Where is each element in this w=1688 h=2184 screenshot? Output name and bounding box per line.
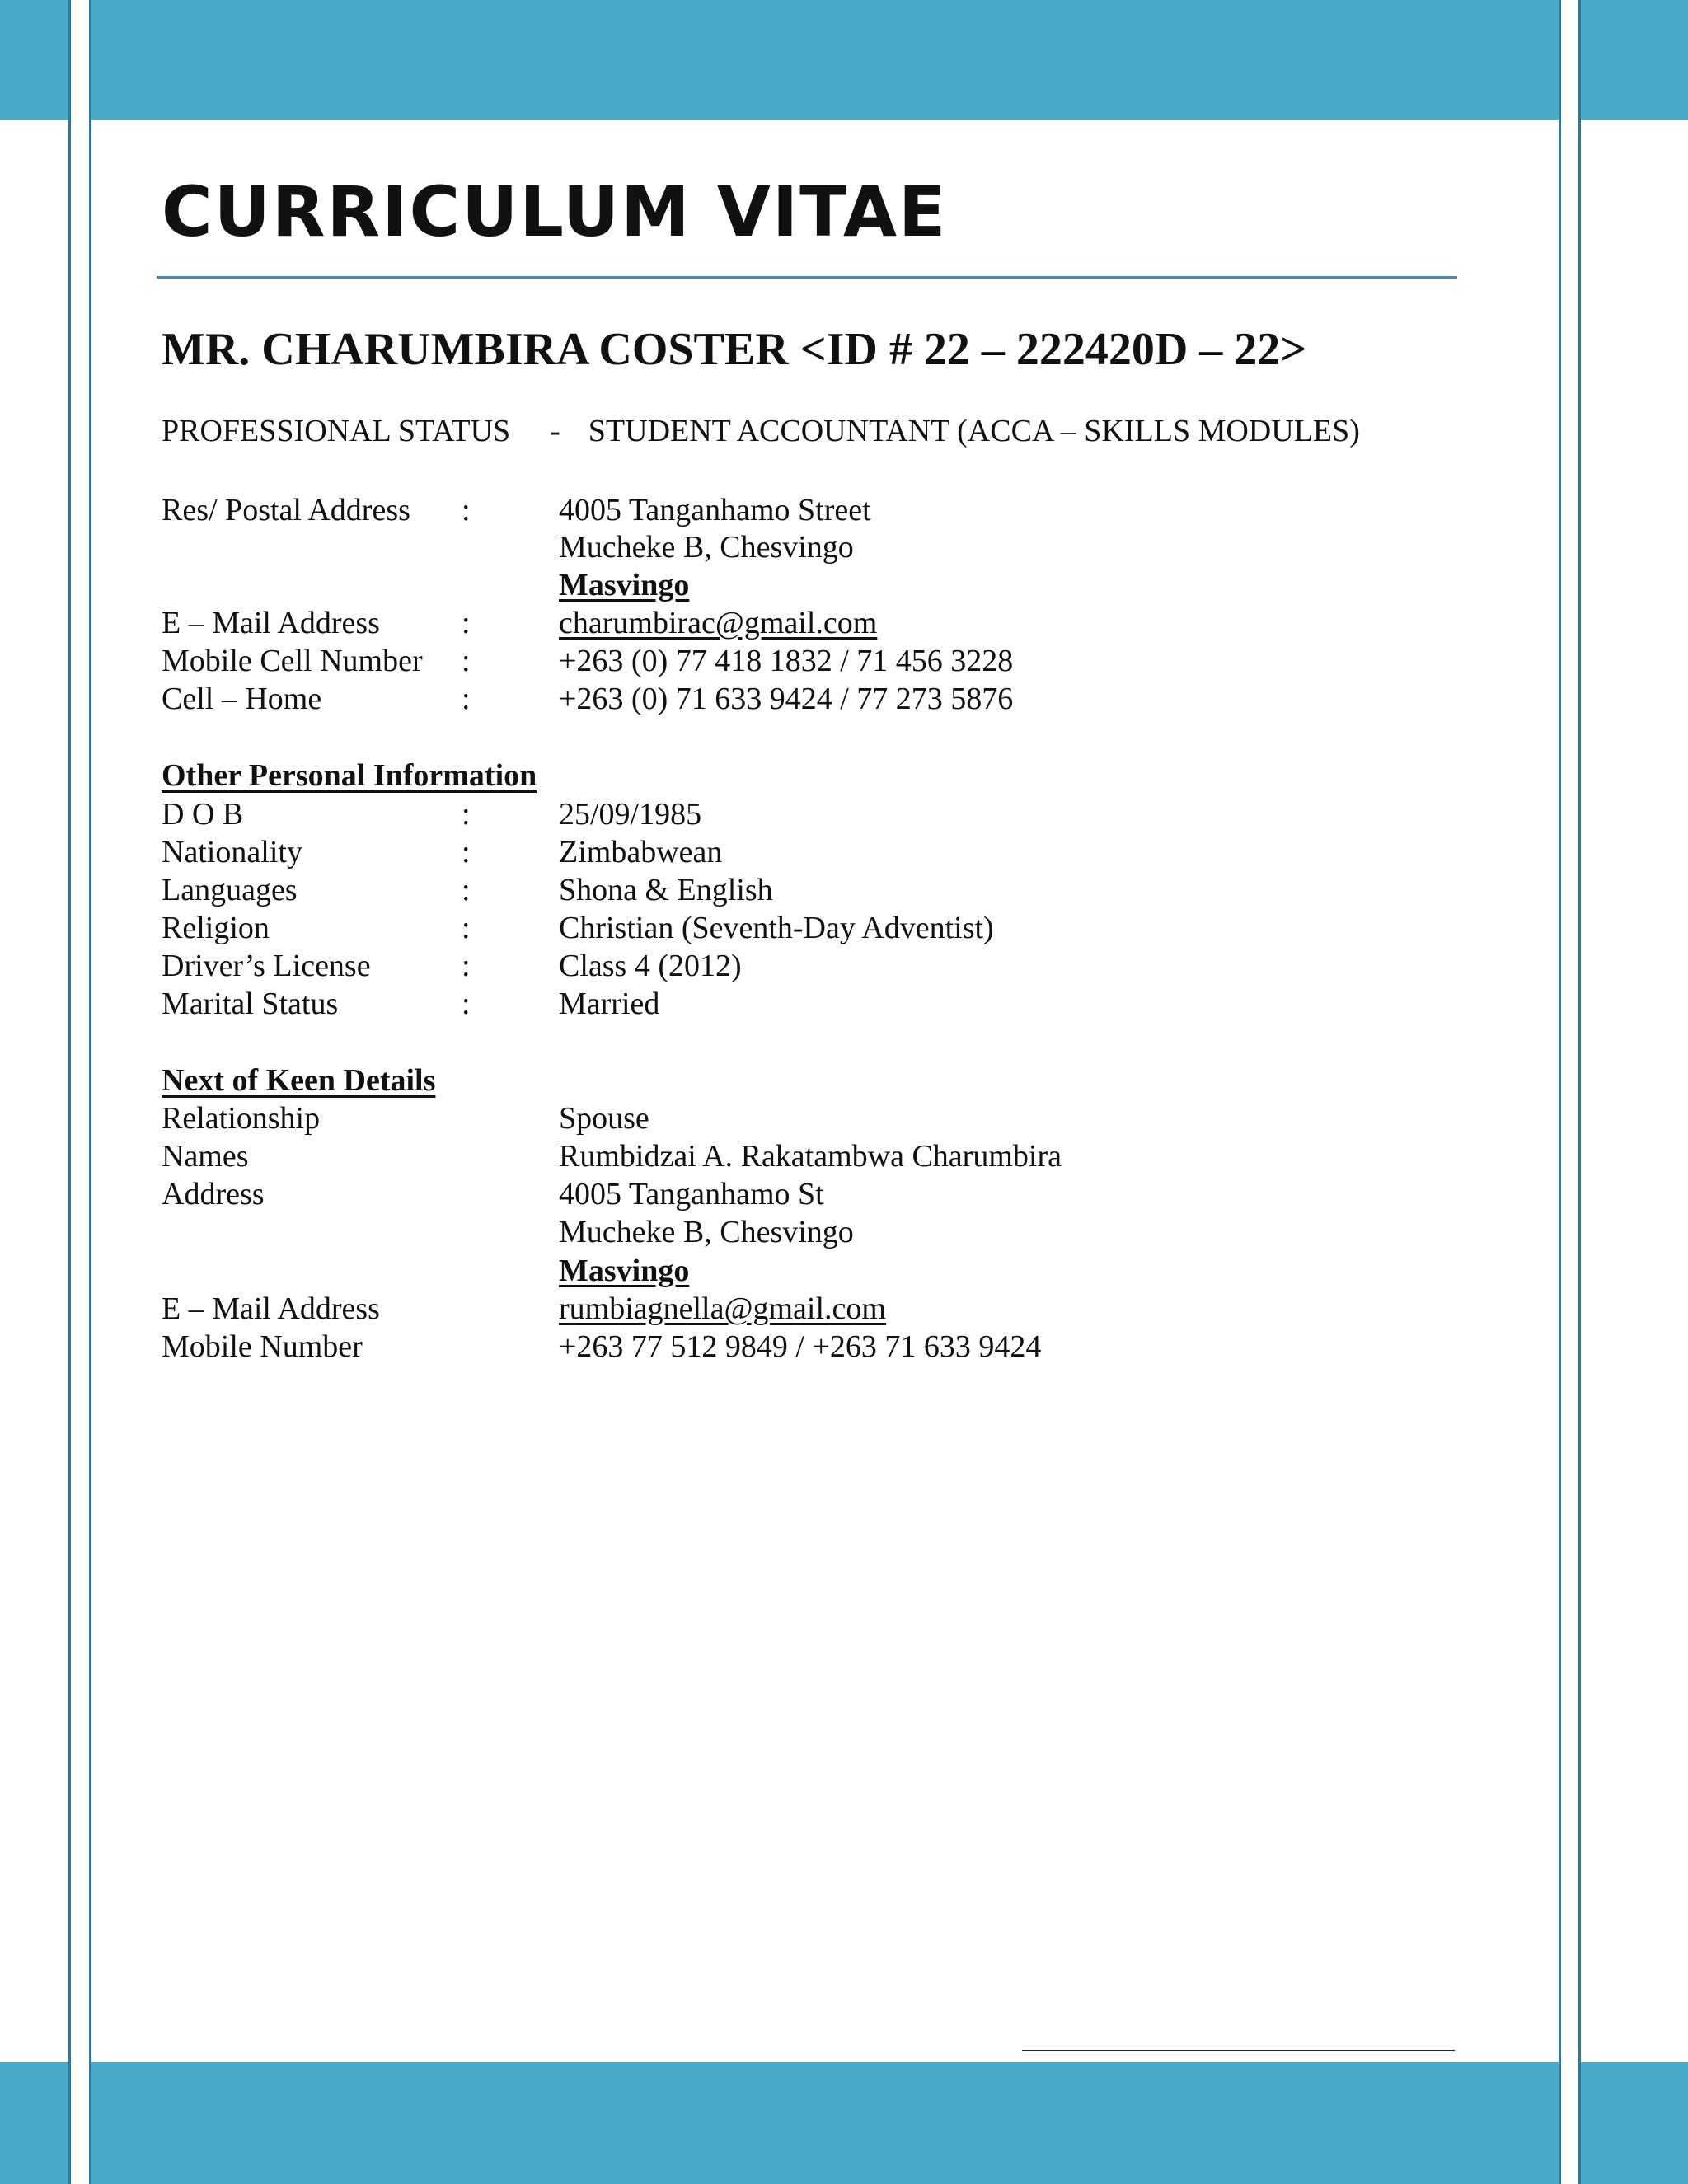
right-border-line-inner: [1559, 0, 1561, 2184]
personal-value: Married: [559, 987, 660, 1021]
personal-value: Class 4 (2012): [559, 949, 742, 983]
left-border-line-inner: [89, 0, 91, 2184]
colon: :: [462, 911, 471, 945]
professional-status: [162, 415, 1360, 447]
personal-value: Christian (Seventh-Day Adventist): [559, 911, 994, 945]
colon: :: [462, 493, 471, 527]
colon: :: [462, 606, 471, 640]
document-title: CURRICULUM VITAE: [162, 171, 948, 252]
address-line-1: 4005 Tanganhamo Street: [559, 493, 871, 527]
bottom-right-band: [1580, 2062, 1688, 2184]
colon: :: [462, 873, 471, 907]
personal-label: Nationality: [162, 835, 302, 869]
colon: :: [462, 835, 471, 869]
kin-address-line-1: 4005 Tanganhamo St: [559, 1177, 824, 1212]
home-label: Cell – Home: [162, 682, 322, 716]
candidate-name: MR. CHARUMBIRA COSTER <ID # 22 – 222420D – 22>: [162, 324, 1307, 375]
kin-address-line-2: Mucheke B, Chesvingo: [559, 1215, 854, 1249]
left-border-line: [68, 0, 71, 2184]
top-right-band: [1580, 0, 1688, 120]
email-label: E – Mail Address: [162, 606, 380, 640]
professional-status-label: PROFESSIONAL STATUS: [162, 414, 511, 448]
kin-names-value: Rumbidzai A. Rakatambwa Charumbira: [559, 1139, 1062, 1174]
address-line-2: Mucheke B, Chesvingo: [559, 530, 854, 565]
personal-label: Driver’s License: [162, 949, 371, 983]
colon: :: [462, 797, 471, 832]
colon: :: [462, 644, 471, 678]
mobile-label: Mobile Cell Number: [162, 644, 423, 678]
kin-mobile-value: +263 77 512 9849 / +263 71 633 9424: [559, 1329, 1042, 1364]
personal-info-heading: Other Personal Information: [162, 758, 537, 793]
kin-relationship-label: Relationship: [162, 1101, 321, 1136]
kin-address-line-3: Masvingo: [559, 1254, 690, 1288]
personal-label: Marital Status: [162, 987, 339, 1021]
colon: :: [462, 949, 471, 983]
signature-line: [1022, 2050, 1455, 2051]
professional-status-value: STUDENT ACCOUNTANT (ACCA – SKILLS MODULES): [588, 414, 1360, 448]
email-link[interactable]: charumbirac@gmail.com: [559, 606, 878, 640]
kin-names-label: Names: [162, 1139, 249, 1174]
personal-label: D O B: [162, 797, 244, 832]
address-label: Res/ Postal Address: [162, 493, 410, 527]
kin-relationship-value: Spouse: [559, 1101, 649, 1136]
top-left-band: [0, 0, 68, 120]
top-banner: [91, 0, 1560, 120]
bottom-banner: [91, 2062, 1560, 2184]
colon: :: [462, 987, 471, 1021]
personal-value: Shona & English: [559, 873, 773, 907]
title-rule: [157, 276, 1457, 279]
personal-label: Languages: [162, 873, 298, 907]
personal-value: Zimbabwean: [559, 835, 723, 869]
next-of-kin-heading: Next of Keen Details: [162, 1063, 436, 1098]
home-value: +263 (0) 71 633 9424 / 77 273 5876: [559, 682, 1014, 716]
kin-address-label: Address: [162, 1177, 265, 1212]
colon: :: [462, 682, 471, 716]
address-line-3: Masvingo: [559, 568, 690, 602]
personal-value: 25/09/1985: [559, 797, 702, 832]
kin-email-link[interactable]: rumbiagnella@gmail.com: [559, 1291, 886, 1326]
personal-label: Religion: [162, 911, 270, 945]
bottom-left-band: [0, 2062, 68, 2184]
mobile-value: +263 (0) 77 418 1832 / 71 456 3228: [559, 644, 1014, 678]
right-border-line: [1578, 0, 1581, 2184]
kin-mobile-label: Mobile Number: [162, 1329, 363, 1364]
kin-email-label: E – Mail Address: [162, 1291, 380, 1326]
professional-status-separator: -: [550, 414, 560, 448]
